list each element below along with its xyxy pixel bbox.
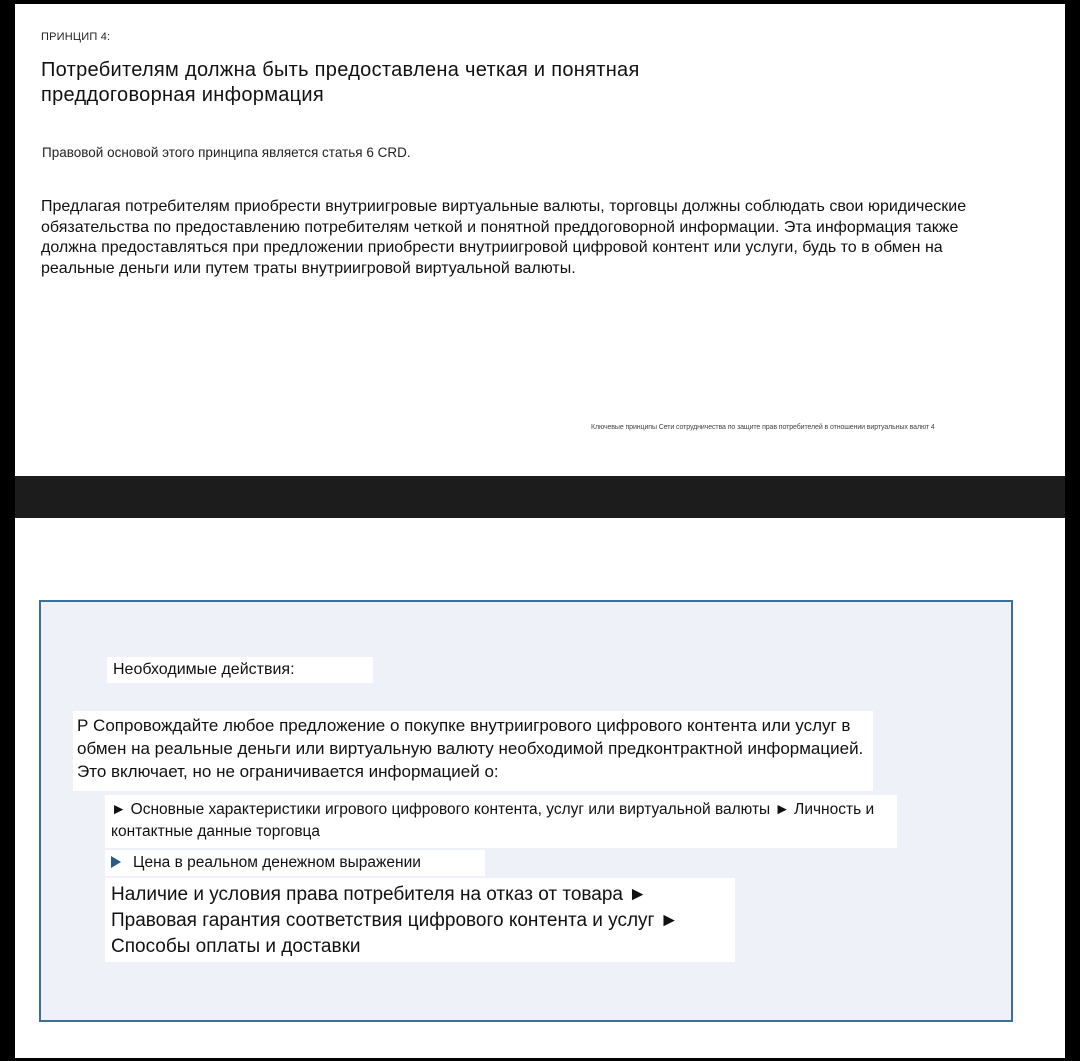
- slide-page-top: [15, 4, 1065, 476]
- list-item: ► Основные характеристики игрового цифрового контента, услуг или виртуальной валюты ► Личность и контактные данные торговца: [105, 795, 897, 848]
- legal-basis-text: Правовой основой этого принципа является статья 6 CRD.: [42, 145, 411, 160]
- triangle-right-icon: [111, 856, 121, 868]
- principle-label: ПРИНЦИП 4:: [41, 31, 111, 43]
- actions-title: Необходимые действия:: [107, 657, 373, 683]
- list-item-label: Цена в реальном денежном выражении: [133, 854, 421, 871]
- page-separator-band: [15, 476, 1065, 518]
- slide-page-bottom: [15, 518, 1065, 1058]
- required-actions-box: [39, 600, 1013, 1022]
- body-paragraph: Предлагая потребителям приобрести внутриигровые виртуальные валюты, торговцы должны соблюдать свои юридические обязательства по предоставлению потребителям четкой и понятной преддоговорной информации. Эта информация также должна предоставляться при предложении приобрести внутриигровой цифровой контент или услуги, будь то в обмен на реальные деньги или путем траты внутриигровой виртуальной валюты.: [41, 198, 967, 277]
- actions-intro: Р Сопровождайте любое предложение о покупке внутриигрового цифрового контента или услуг в обмен на реальные деньги или виртуальную валюту необходимой предконтрактной информацией. Это включает, но не ограничивается информацией о:: [73, 711, 873, 791]
- list-item: [105, 850, 485, 876]
- footer-note: Ключевые принципы Сети сотрудничества по защите прав потребителей в отношении виртуальных валют 4: [591, 424, 935, 431]
- list-item: Наличие и условия права потребителя на отказ от товара ► Правовая гарантия соответствия цифрового контента и услуг ► Способы оплаты и доставки: [105, 878, 735, 962]
- page-title: Потребителям должна быть предоставлена четкая и понятная преддоговорная информация: [41, 59, 640, 106]
